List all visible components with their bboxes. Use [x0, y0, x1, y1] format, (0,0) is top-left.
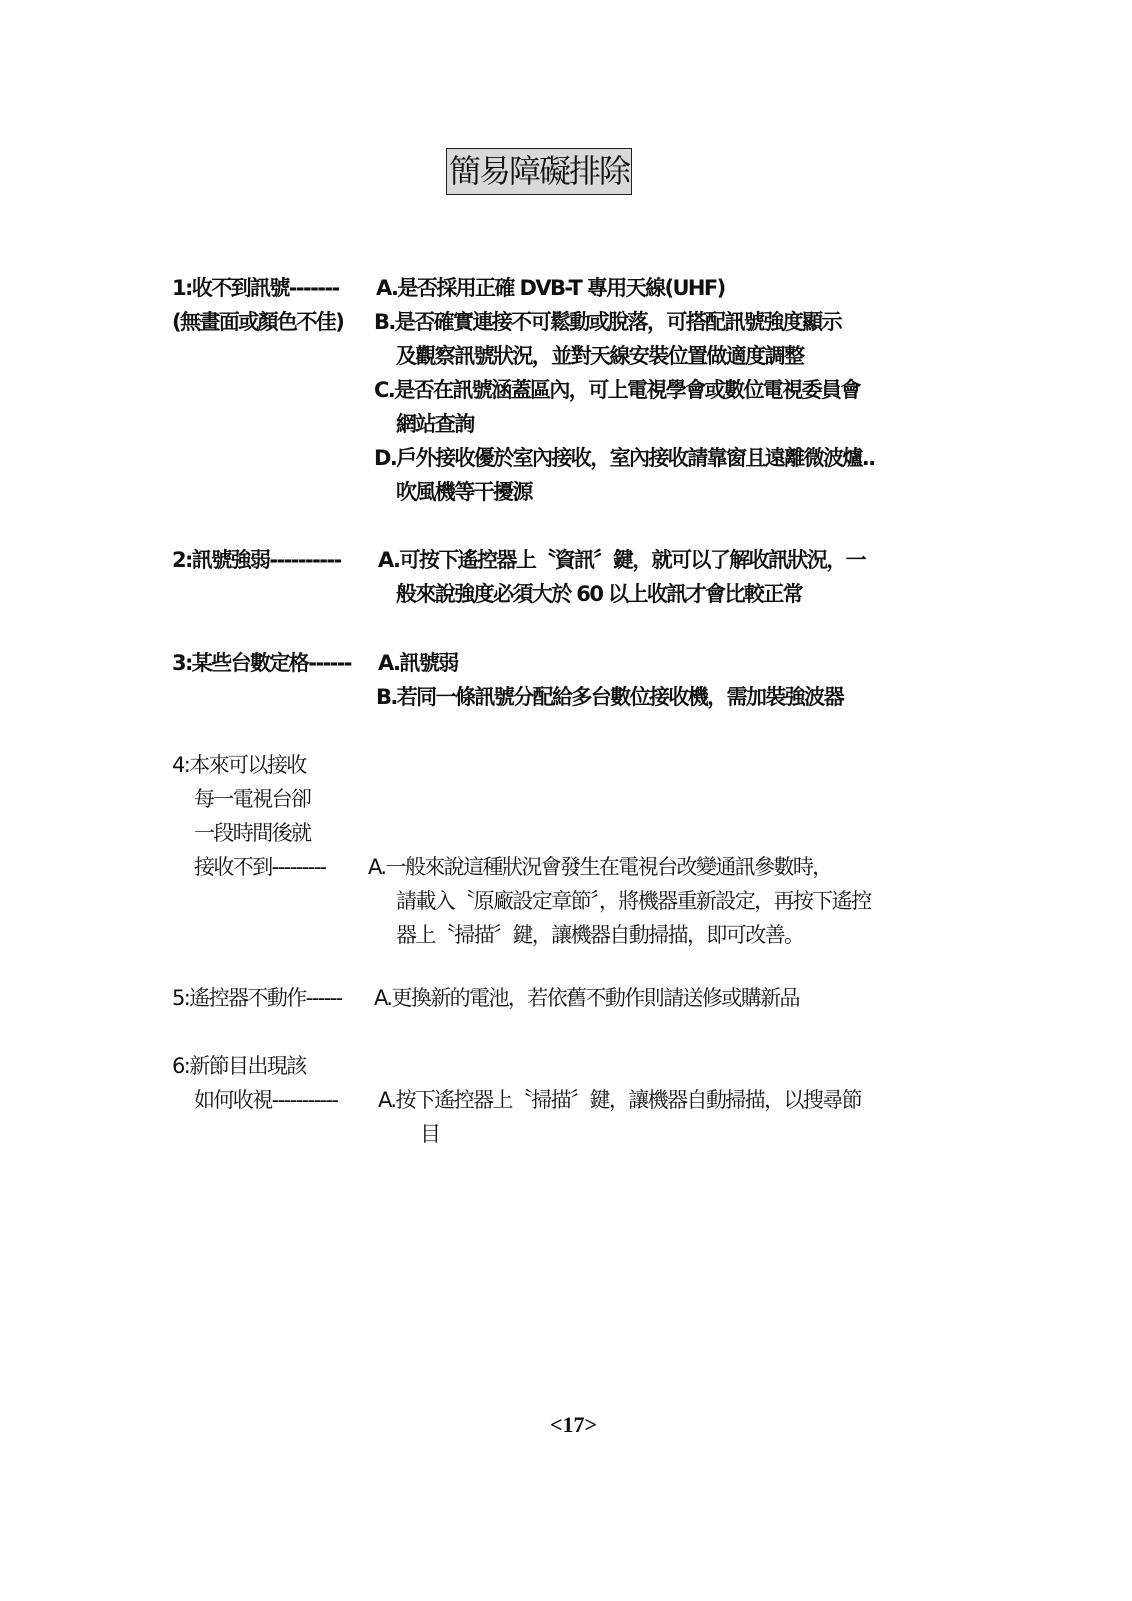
- item-4-answer-a-cont-1: 請載入〝原廠設定章節〞，將機器重新設定，再按下遙控: [396, 889, 871, 913]
- item-4-label-cont-1: 每一電視台卻: [194, 787, 311, 811]
- item-3-answer-a: A.訊號弱: [378, 651, 458, 675]
- page-number: <17>: [550, 1412, 598, 1437]
- item-5-answer-a: A.更換新的電池，若依舊不動作則請送修或購新品: [374, 986, 799, 1010]
- item-6-answer-a: A.按下遙控器上〝掃描〞鍵，讓機器自動掃描，以搜尋節: [378, 1088, 862, 1112]
- item-4-label: 4:本來可以接收: [172, 753, 306, 777]
- item-4-label-cont-3: 接收不到---------: [194, 855, 326, 879]
- item-6-answer-a-cont: 目: [420, 1122, 440, 1146]
- item-1-sublabel: (無畫面或顏色不佳): [172, 310, 344, 334]
- item-3-label: 3:某些台數定格------: [172, 651, 351, 675]
- item-1-answer-c: C.是否在訊號涵蓋區內，可上電視學會或數位電視委員會: [374, 378, 860, 402]
- item-6-label: 6:新節目出現該: [172, 1054, 306, 1078]
- item-2-answer-a-cont: 般來說強度必須大於 60 以上收訊才會比較正常: [396, 582, 803, 606]
- item-6-label-cont: 如何收視-----------: [194, 1088, 338, 1112]
- item-2-answer-a: A.可按下遙控器上〝資訊〞鍵，就可以了解收訊狀況，一: [378, 548, 866, 572]
- item-4-label-cont-2: 一段時間後就: [194, 821, 311, 845]
- item-1-answer-d-cont: 吹風機等干擾源: [396, 480, 532, 504]
- item-5-label: 5:遙控器不動作------: [172, 986, 342, 1010]
- item-1-answer-d: D.戶外接收優於室內接收，室內接收請靠窗且遠離微波爐..: [374, 446, 875, 470]
- item-4-answer-a: A.一般來說這種狀況會發生在電視台改變通訊參數時，: [368, 855, 832, 879]
- item-1-answer-a: A.是否採用正確 DVB-T 專用天線(UHF): [376, 276, 725, 300]
- item-4-answer-a-cont-2: 器上〝掃描〞鍵，讓機器自動掃描，即可改善。: [396, 923, 804, 947]
- item-1-label: 1:收不到訊號-------: [172, 276, 339, 300]
- item-1-answer-b-cont: 及觀察訊號狀況，並對天線安裝位置做適度調整: [396, 344, 804, 368]
- item-3-answer-b: B.若同一條訊號分配給多台數位接收機，需加裝強波器: [376, 685, 843, 709]
- item-1-answer-c-cont: 網站查詢: [396, 412, 474, 436]
- item-1-answer-b: B.是否確實連接不可鬆動或脫落，可搭配訊號強度顯示: [374, 310, 841, 334]
- item-2-label: 2:訊號強弱----------: [172, 548, 341, 572]
- page-title: 簡易障礙排除: [446, 148, 632, 195]
